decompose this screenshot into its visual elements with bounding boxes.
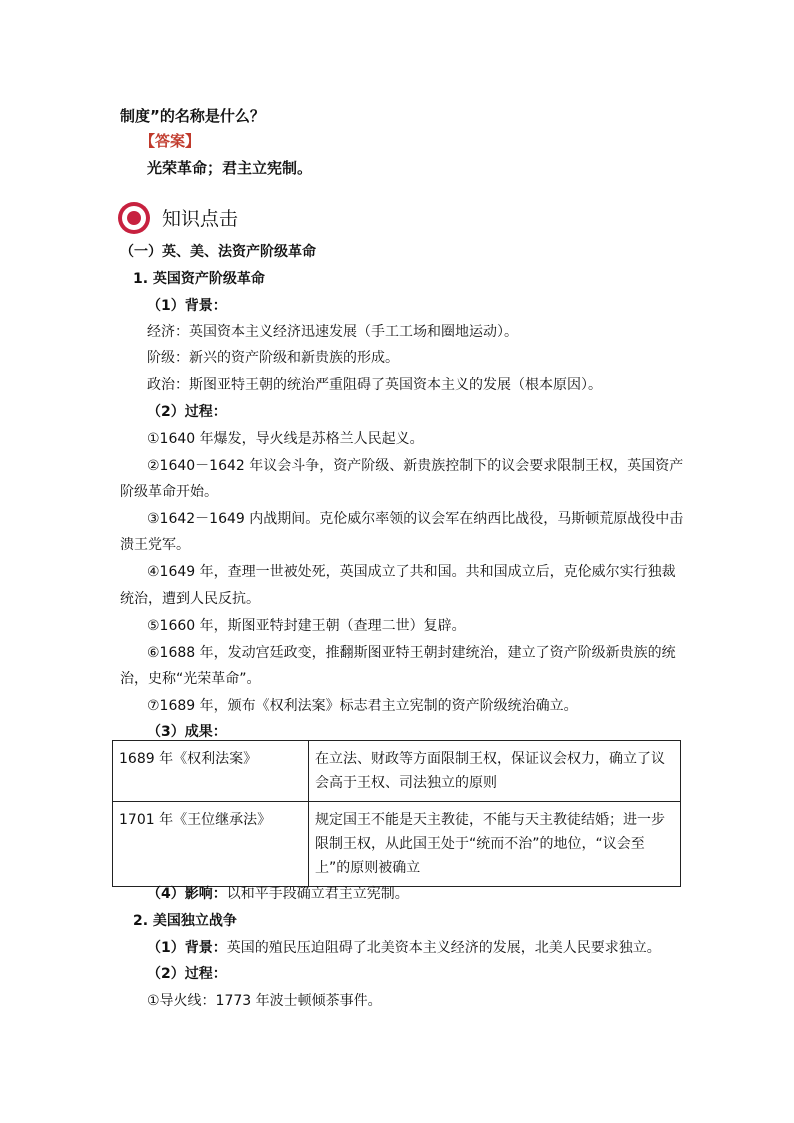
us-background-label: （1）背景： xyxy=(147,940,227,956)
us-background-text: 英国的殖民压迫阻碍了北美资本主义经济的发展，北美人民要求独立。 xyxy=(226,940,661,956)
answer-text: 光荣革命；君主立宪制。 xyxy=(147,159,313,177)
heading-american-war: 2. 美国独立战争 xyxy=(133,913,237,929)
impact-line xyxy=(147,884,409,904)
table-row xyxy=(113,741,681,802)
results-table xyxy=(112,740,681,887)
table-cell-law: 1689 年《权利法案》 xyxy=(113,741,309,802)
process-label: （2）过程： xyxy=(147,404,227,420)
us-process-item: ①导火线：1773 年波士顿倾茶事件。 xyxy=(147,993,382,1009)
process-item-cont: 阶级革命开始。 xyxy=(120,484,218,500)
table-cell-law: 1701 年《王位继承法》 xyxy=(113,802,309,887)
background-label: （1）背景： xyxy=(147,298,227,314)
process-item: ③1642－1649 内战期间。克伦威尔率领的议会军在纳西比战役，马斯顿荒原战役中击 xyxy=(147,511,684,527)
process-item: ⑦1689 年，颁布《权利法案》标志君主立宪制的资产阶级统治确立。 xyxy=(147,698,578,714)
process-item-cont: 治，史称“光荣革命”。 xyxy=(120,671,261,687)
section-title: 知识点击 xyxy=(162,208,239,230)
table-row xyxy=(113,802,681,887)
results-label: （3）成果： xyxy=(147,724,227,740)
background-class: 阶级：新兴的资产阶级和新贵族的形成。 xyxy=(147,350,399,366)
target-icon xyxy=(118,202,150,234)
impact-text: 以和平手段确立君主立宪制。 xyxy=(226,886,409,902)
process-item: ②1640－1642 年议会斗争，资产阶级、新贵族控制下的议会要求限制王权，英国资产 xyxy=(147,458,684,474)
question-tail: 制度”的名称是什么？ xyxy=(120,107,265,125)
process-item-cont: 溃王党军。 xyxy=(120,537,190,553)
process-item: ⑤1660 年，斯图亚特封建王朝（查理二世）复辟。 xyxy=(147,618,466,634)
process-item-cont: 统治，遭到人民反抗。 xyxy=(120,591,260,607)
process-item: ⑥1688 年，发动宫廷政变，推翻斯图亚特王朝封建统治，建立了资产阶级新贵族的统 xyxy=(147,645,676,661)
heading-english-revolution: 1. 英国资产阶级革命 xyxy=(133,271,265,287)
process-item: ④1649 年，查理一世被处死，英国成立了共和国。共和国成立后，克伦威尔实行独裁 xyxy=(147,564,676,580)
background-economy: 经济：英国资本主义经济迅速发展（手工工场和圈地运动）。 xyxy=(147,324,518,340)
impact-label: （4）影响： xyxy=(147,886,227,902)
heading-revolutions: （一）英、美、法资产阶级革命 xyxy=(120,244,316,260)
process-item: ①1640 年爆发，导火线是苏格兰人民起义。 xyxy=(147,431,424,447)
table-cell-desc: 规定国王不能是天主教徒，不能与天主教徒结婚；进一步限制王权，从此国王处于“统而不治”的地位，“议会至上”的原则被确立 xyxy=(309,802,681,887)
us-background-line xyxy=(147,938,661,958)
table-cell-desc: 在立法、财政等方面限制王权，保证议会权力，确立了议会高于王权、司法独立的原则 xyxy=(309,741,681,802)
us-process-label: （2）过程： xyxy=(147,966,227,982)
answer-label: 【答案】 xyxy=(140,132,201,150)
background-politics: 政治：斯图亚特王朝的统治严重阻碍了英国资本主义的发展（根本原因）。 xyxy=(147,377,602,393)
